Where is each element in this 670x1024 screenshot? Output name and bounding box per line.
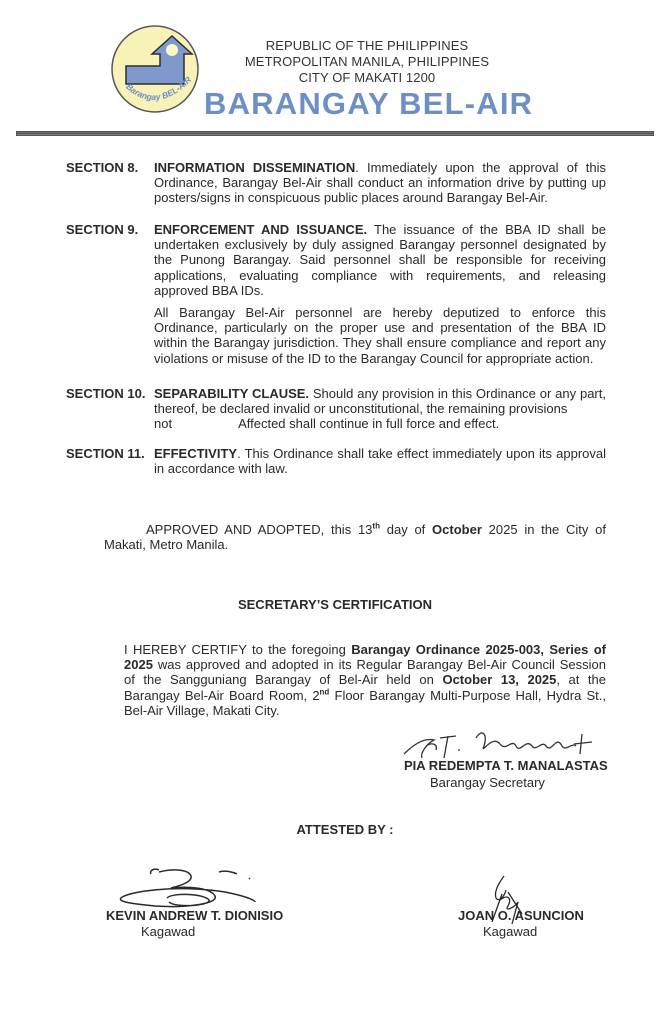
section-8-text: Immediately upon the approval of this Ordinance, Barangay Bel-Air shall conduct an information drive by putting up posters/signs in conspicuous public places around Barangay Bel-Air. bbox=[154, 160, 606, 206]
section-8-title: INFORMATION DISSEMINATION bbox=[154, 160, 356, 175]
section-10-title: SEPARABILITY CLAUSE. bbox=[154, 386, 310, 401]
kagawad-2-name: JOAN O. ASUNCION bbox=[458, 908, 584, 923]
section-10-label: SECTION 10. bbox=[66, 386, 146, 401]
ordinance-reference: Barangay Ordinance 2025-003, Series of 2025 bbox=[124, 642, 606, 673]
approval-paragraph: APPROVED AND ADOPTED, this 13th day of October 2025 in the City of Makati, Metro Manila. bbox=[104, 521, 606, 553]
section-9-text: The issuance of the BBA ID shall be undertaken exclusively by duly assigned Barangay personnel designated by the Punong Barangay. Said personnel shall be responsible for receiving applications, evaluating compliance with requirements, and releasing approved BBA IDs. bbox=[154, 222, 606, 298]
approval-month: October bbox=[432, 522, 482, 537]
section-8-body: INFORMATION DISSEMINATION. Immediately upon the approval of this Ordinance, Barangay Bel-Air shall conduct an information drive by putting up posters/signs in conspicuous public places around Barangay Bel-Air. bbox=[154, 160, 606, 206]
section-10-body bbox=[154, 386, 606, 416]
section-10-text: Should any provision in this Ordinance or any part, thereof, be declared invalid or unconstitutional, the remaining provisions bbox=[154, 386, 606, 417]
kagawad-1-title: Kagawad bbox=[141, 924, 196, 939]
header-city: CITY OF MAKATI 1200 bbox=[298, 70, 436, 85]
section-8-label: SECTION 8. bbox=[66, 160, 139, 175]
section-10-line2: not Affected shall continue in full force and effect. bbox=[154, 416, 500, 431]
header-metro: METROPOLITAN MANILA, PHILIPPINES bbox=[244, 54, 490, 69]
certification-title: SECRETARY’S CERTIFICATION bbox=[237, 597, 433, 612]
attested-title: ATTESTED BY : bbox=[296, 822, 394, 837]
secretary-title: Barangay Secretary bbox=[430, 775, 545, 790]
section-11-text: This Ordinance shall take effect immediately upon its approval in accordance with law. bbox=[154, 446, 606, 477]
kagawad-2-title: Kagawad bbox=[483, 924, 538, 939]
kagawad-1-name: KEVIN ANDREW T. DIONISIO bbox=[106, 908, 284, 923]
header-republic: REPUBLIC OF THE PHILIPPINES bbox=[265, 38, 469, 53]
session-date: October 13, 2025 bbox=[442, 672, 557, 688]
svg-text:Barangay BEL-AIR: Barangay BEL-AIR bbox=[124, 74, 194, 103]
kagawad-1-signature-icon bbox=[115, 866, 285, 914]
section-9-extra: All Barangay Bel-Air personnel are hereby deputized to enforce this Ordinance, particularly on the proper use and presentation of the BBA ID within the Barangay jurisdiction. They shall ensure compliance and report any violations or misuse of the ID to the Barangay Council for appropriate action. bbox=[154, 305, 606, 366]
section-9-label: SECTION 9. bbox=[66, 222, 139, 237]
kagawad-2-signature-icon bbox=[478, 872, 538, 932]
section-11-body: EFFECTIVITY. This Ordinance shall take effect immediately upon its approval in accordance with law. bbox=[154, 446, 606, 477]
secretary-name: PIA REDEMPTA T. MANALASTAS bbox=[404, 758, 608, 773]
section-9-title: ENFORCEMENT AND ISSUANCE. bbox=[154, 222, 368, 237]
section-9-body bbox=[154, 222, 606, 298]
section-11-title: EFFECTIVITY bbox=[154, 446, 238, 461]
certification-paragraph: I HEREBY CERTIFY to the foregoing Barangay Ordinance 2025-003, Series of 2025 was approved and adopted in its Regular Barangay Bel-Air Council Session of the Sangguniang Barangay of Bel-Air held on October 13, 2025, at the Barangay Bel-Air Board Room, 2nd Floor Barangay Multi-Purpose Hall, Hydra St., Bel-Air Village, Makati City. bbox=[124, 642, 607, 718]
section-11-label: SECTION 11. bbox=[66, 446, 145, 461]
header-brand: BARANGAY BEL-AIR bbox=[204, 86, 534, 121]
header-divider bbox=[16, 131, 654, 136]
